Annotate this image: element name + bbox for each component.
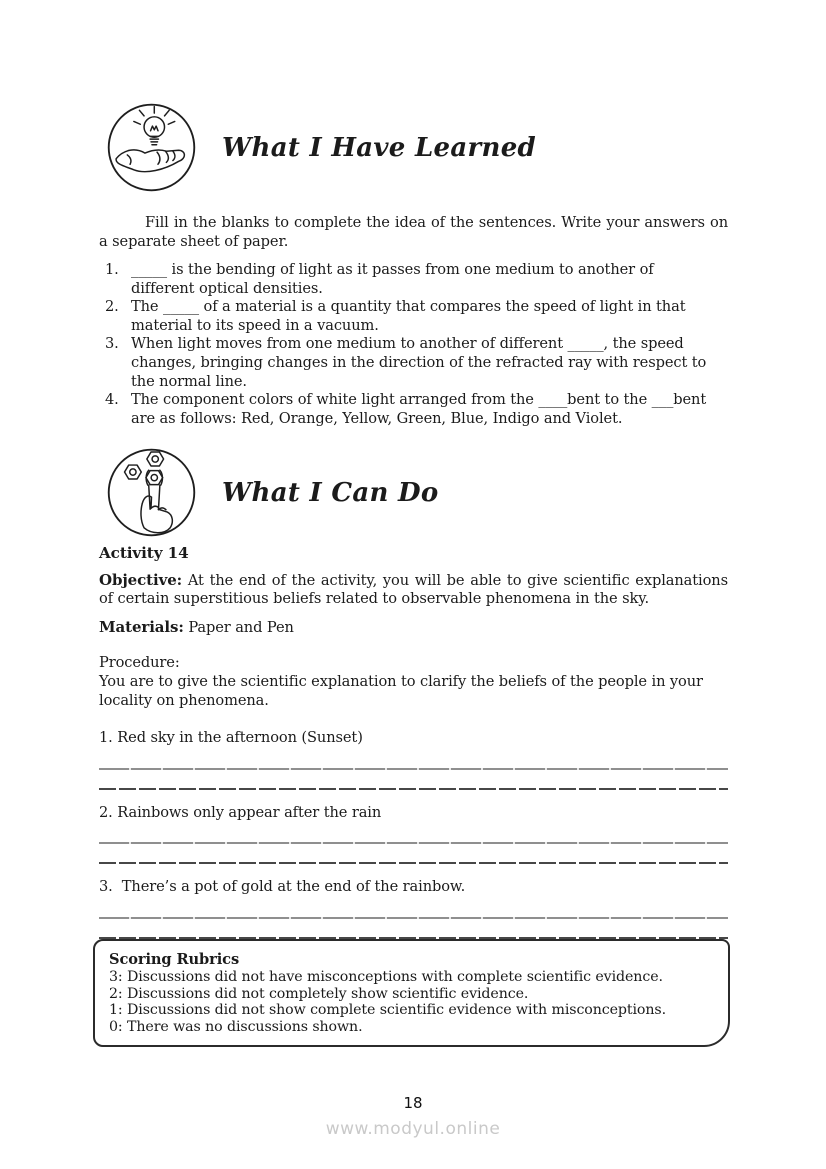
question-block	[99, 729, 728, 790]
answer-line	[99, 768, 728, 770]
objective-paragraph	[99, 571, 728, 609]
list-item-text: The _____ of a material is a quantity that compares the speed of light in that material to its speed in a vacuum.	[131, 298, 686, 334]
page-number: 18	[403, 1094, 423, 1112]
hand-wrench-icon	[105, 446, 198, 539]
list-item-text: The component colors of white light arranged from the ____bent to the ___bent are as follows: Red, Orange, Yellow, Green, Blue, Indigo and Violet.	[131, 391, 707, 427]
question-label: 2. Rainbows only appear after the rain	[99, 803, 382, 821]
question-label: 3. There’s a pot of gold at the end of the rainbow.	[99, 878, 466, 896]
list-item	[99, 391, 728, 428]
answer-line	[99, 917, 728, 919]
rubric-line: 2: Discussions did not completely show scientific evidence.	[109, 985, 529, 1002]
question-block	[99, 878, 728, 939]
list-item-text: When light moves from one medium to another of different _____, the speed changes, bringing changes in the direction of the refracted ray with respect to the normal line.	[131, 335, 707, 390]
instructions-paragraph: Fill in the blanks to complete the idea of the sentences. Write your answers on a separate sheet of paper.	[99, 214, 728, 250]
procedure-text: You are to give the scientific explanation to clarify the beliefs of the people in your locality on phenomena.	[99, 672, 703, 709]
fill-in-blanks-list	[99, 261, 728, 428]
materials-text: Paper and Pen	[188, 618, 294, 636]
rubric-line: 1: Discussions did not show complete scientific evidence with misconceptions.	[109, 1002, 666, 1019]
objective-label: Objective:	[99, 570, 183, 589]
question-label: 1. Red sky in the afternoon (Sunset)	[99, 729, 363, 747]
procedure-label: Procedure:	[99, 654, 180, 672]
rubric-line: 3: Discussions did not have misconceptions with complete scientific evidence.	[109, 969, 663, 986]
objective-text: At the end of the activity, you will be able to give scientific explanations of certain superstitious beliefs related to observable phenomena in the sky.	[99, 571, 728, 608]
procedure-block	[99, 654, 728, 710]
list-item-text: _____ is the bending of light as it passes from one medium to another of different optical densities.	[131, 261, 654, 297]
activity-title: Activity 14	[99, 544, 189, 562]
list-item	[99, 261, 728, 298]
answer-line	[99, 862, 728, 864]
answer-line	[99, 788, 728, 790]
materials-label: Materials:	[99, 617, 184, 636]
section-title-what-i-have-learned: What I Have Learned	[222, 132, 537, 163]
list-item	[99, 335, 728, 391]
list-item-number: 1.	[105, 261, 119, 278]
list-item	[99, 298, 728, 335]
activity-section	[99, 544, 728, 939]
list-item-number: 3.	[105, 335, 119, 353]
scoring-rubrics-title: Scoring Rubrics	[109, 951, 240, 968]
scoring-rubrics-box	[93, 939, 730, 1047]
list-item-number: 2.	[105, 298, 119, 316]
question-block	[99, 804, 728, 865]
watermark-text: www.modyul.online	[325, 1119, 501, 1139]
list-item-number: 4.	[105, 391, 119, 409]
lightbulb-hand-icon	[105, 101, 198, 194]
materials-paragraph	[99, 618, 728, 638]
answer-line	[99, 842, 728, 844]
section-header-what-i-can-do	[105, 446, 439, 539]
section-header-what-i-have-learned	[105, 101, 536, 194]
section-title-what-i-can-do: What I Can Do	[222, 477, 439, 508]
rubric-line: 0: There was no discussions shown.	[109, 1018, 363, 1035]
